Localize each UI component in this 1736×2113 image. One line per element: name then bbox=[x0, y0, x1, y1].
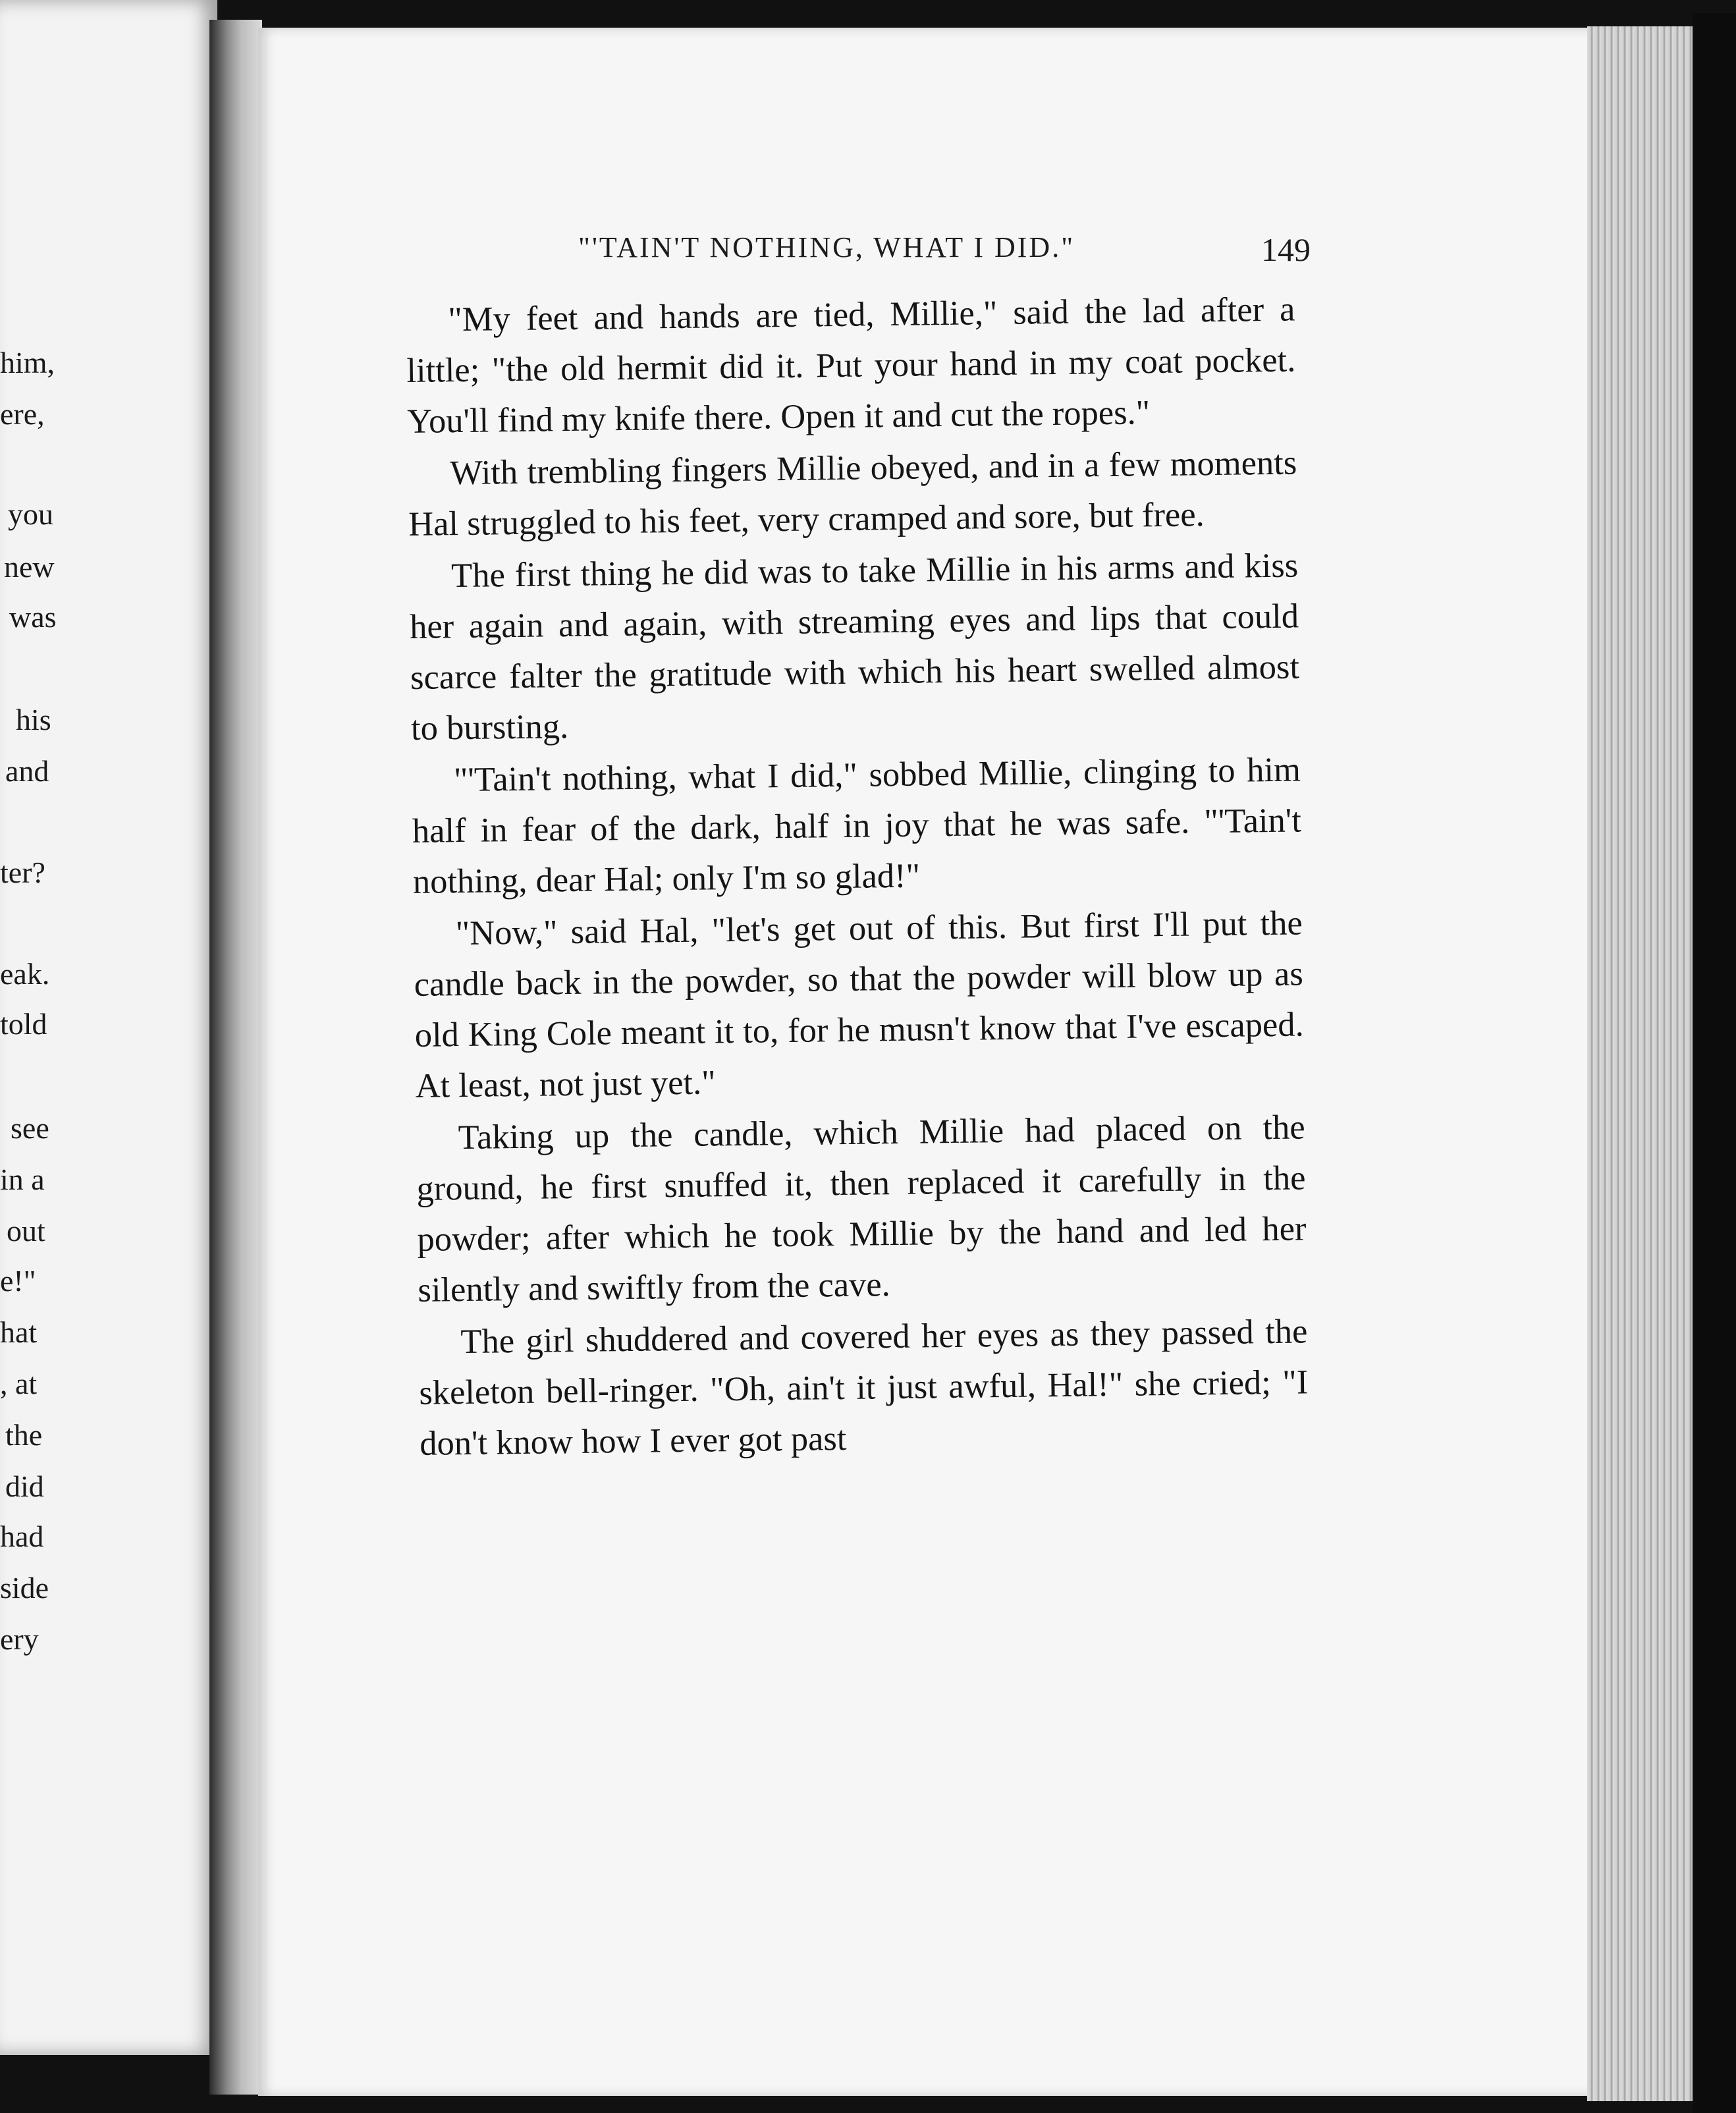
left-fragment: new bbox=[4, 550, 55, 584]
left-fragment: did bbox=[5, 1469, 44, 1503]
book-binding-gutter bbox=[209, 20, 262, 2095]
left-fragment: eak. bbox=[0, 957, 50, 991]
body-text bbox=[406, 285, 1313, 1744]
left-fragment: see bbox=[11, 1111, 49, 1145]
left-fragment: had bbox=[0, 1520, 44, 1553]
paragraph: "My feet and hands are tied, Millie," said the lad after a little; "the old hermit did it. Put your hand in my coat pocket. You'll find my knife there. Open it and cut the ropes." bbox=[406, 290, 1296, 441]
left-fragment: hat bbox=[0, 1315, 38, 1349]
left-fragment: ere, bbox=[0, 397, 45, 431]
paragraph: Taking up the candle, which Millie had placed on the ground, he first snuffed it, then replaced it carefully in the powder; after which he took Millie by the hand and led her silently and swiftly from the cave. bbox=[416, 1108, 1307, 1309]
left-fragment: ery bbox=[0, 1622, 39, 1656]
left-fragment: the bbox=[5, 1418, 43, 1452]
left-fragment: e!" bbox=[0, 1264, 36, 1298]
left-fragment: him, bbox=[0, 346, 55, 379]
paragraph: With trembling fingers Millie obeyed, and in a few moments Hal struggled to his feet, very cramped and sore, but free. bbox=[408, 443, 1297, 543]
left-facing-page bbox=[0, 0, 217, 2055]
scan-background-edge bbox=[1693, 13, 1736, 2113]
paragraph: The girl shuddered and covered her eyes as they passed the skeleton bell-ringer. "Oh, ain't it just awful, Hal!" she cried; "I don't know how I ever got past bbox=[419, 1312, 1309, 1463]
left-fragment: in a bbox=[0, 1163, 45, 1196]
left-fragment: and bbox=[5, 754, 49, 788]
left-fragment: side bbox=[0, 1571, 49, 1605]
paragraph: The first thing he did was to take Millie in his arms and kiss her again and again, with streaming eyes and lips that could scarce falter the gratitude with which his heart swelled almost to bursting. bbox=[409, 546, 1300, 748]
left-fragment: his bbox=[16, 703, 51, 736]
left-page-text-fragments bbox=[0, 0, 217, 2055]
left-fragment: , at bbox=[0, 1367, 38, 1400]
left-fragment: told bbox=[0, 1007, 47, 1041]
left-fragment: ter? bbox=[0, 856, 45, 889]
page-edge-stack bbox=[1587, 26, 1699, 2101]
paragraph: "Now," said Hal, "let's get out of this. But first I'll put the candle back in the powder, so that the powder will blow up as old King Cole meant it to, for he musn't know that I've escaped. At least, not just yet." bbox=[414, 904, 1304, 1105]
left-fragment: out bbox=[7, 1214, 45, 1248]
running-head: "'TAIN'T NOTHING, WHAT I DID." bbox=[578, 231, 1075, 263]
left-fragment: you bbox=[8, 497, 53, 531]
paragraph: "'Tain't nothing, what I did," sobbed Millie, clinging to him half in fear of the dark, half in joy that he was safe. "'Tain't nothing, dear Hal; only I'm so glad!" bbox=[412, 750, 1302, 901]
page-number: 149 bbox=[1261, 231, 1311, 268]
left-fragment: was bbox=[9, 600, 57, 634]
